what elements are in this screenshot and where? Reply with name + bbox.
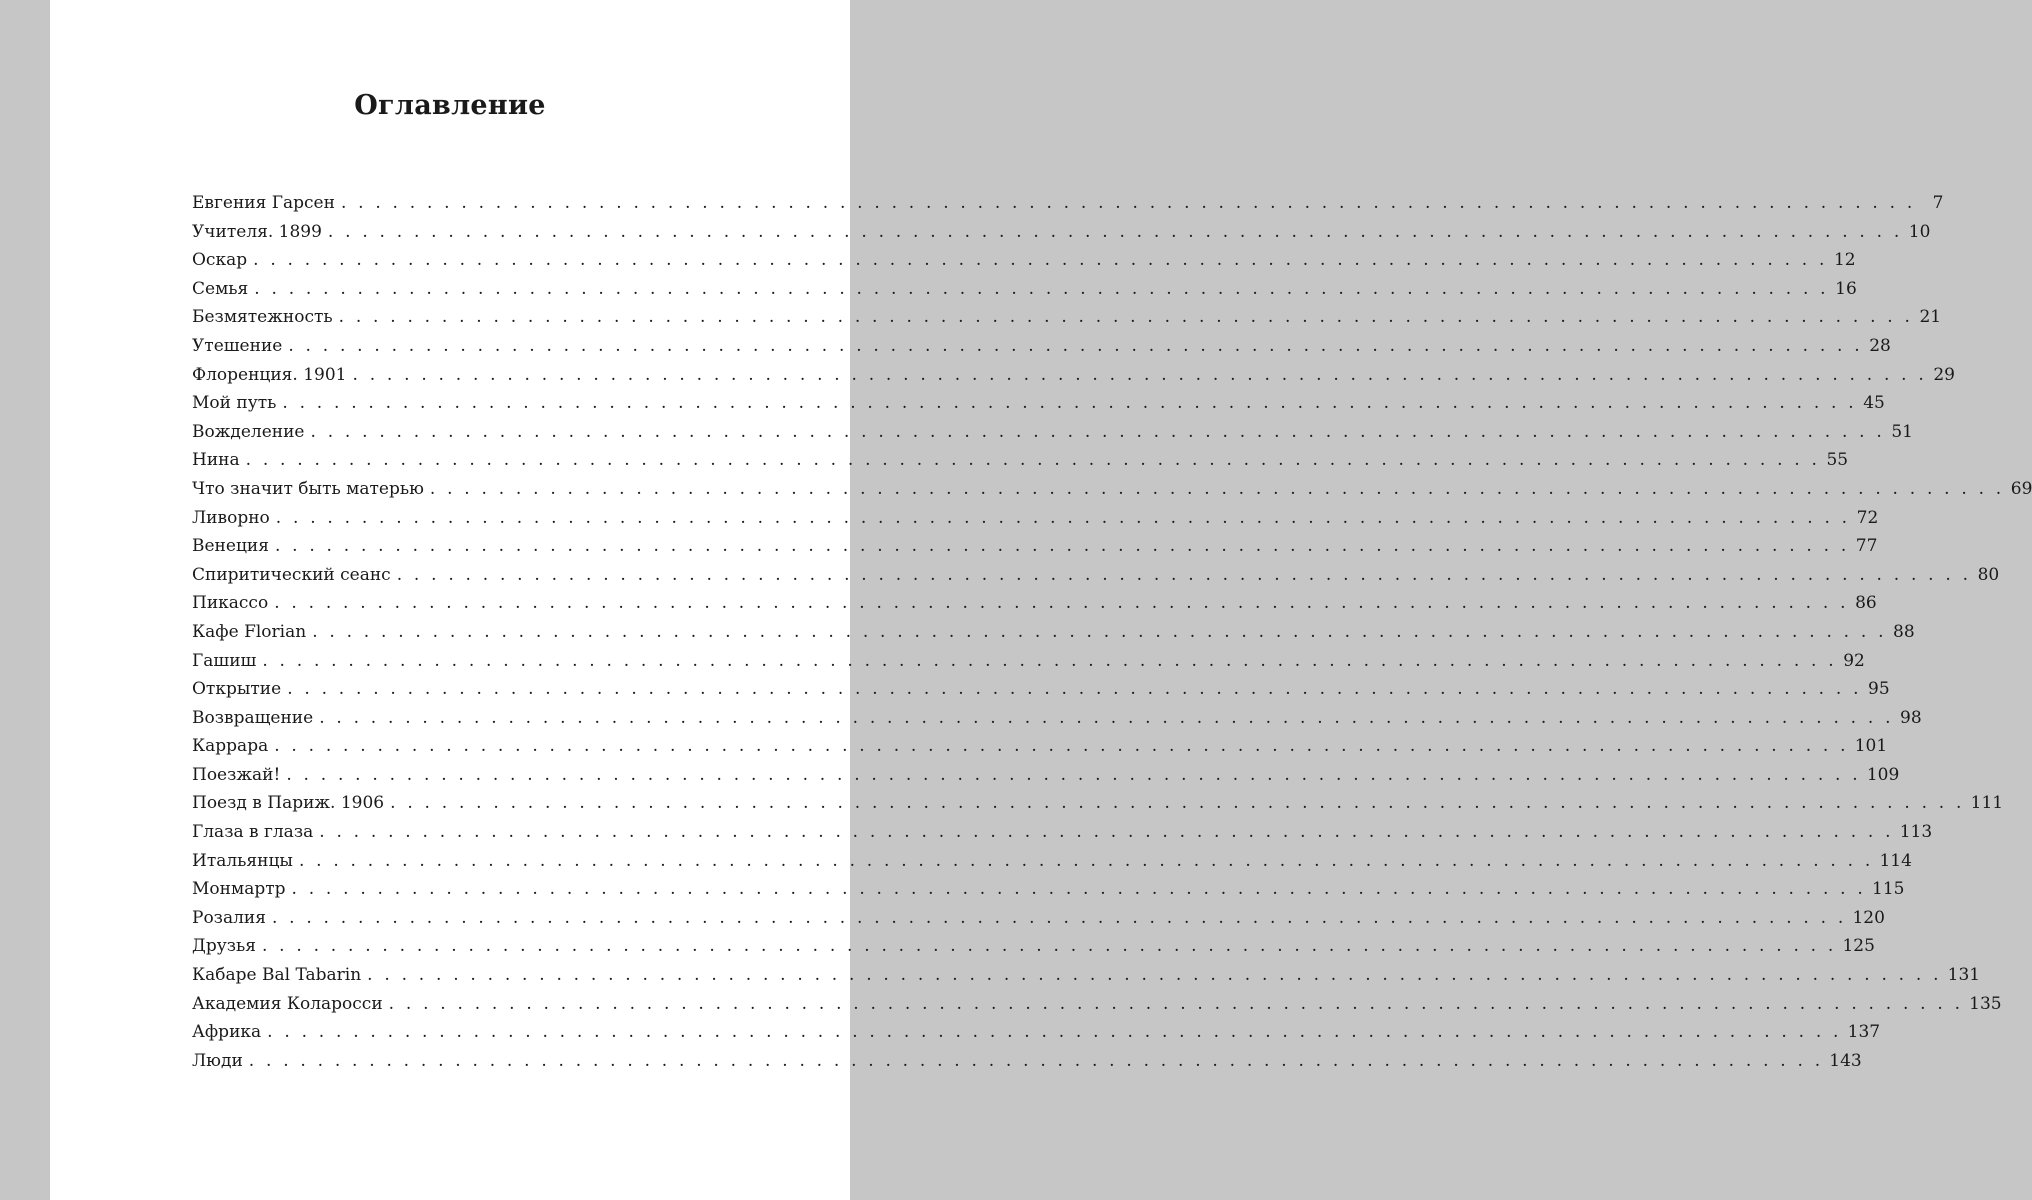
toc-entry [192, 278, 1857, 308]
toc-entry [192, 907, 1885, 937]
toc-entry-page-number: 28 [1869, 335, 1891, 356]
toc-leader-dots: . . . . . . . . . . . . . . . . . . . . . . . . . . . . . . . . . . . . . . . . . . . . . . . . . . . . . . . . . . . . . . . . . . . . . . . . . . . . . . . . . . . . . . . . . . . . [388, 993, 1964, 1014]
toc-entry [192, 593, 1877, 622]
toc-entry [192, 879, 1905, 908]
toc-entry-title: Спиритический сеанс [192, 564, 391, 585]
toc-leader-dots: . . . . . . . . . . . . . . . . . . . . . . . . . . . . . . . . . . . . . . . . . . . . . . . . . . . . . . . . . . . . . . . . . . . . . . . . . . . . . . . . . . . . . . . . . . . . [274, 536, 1850, 557]
toc-entry [192, 707, 1922, 737]
toc-entry [192, 250, 1856, 279]
toc-entry-title: Розалия [192, 907, 266, 928]
toc-entry [192, 393, 1885, 422]
toc-entry-page-number: 120 [1852, 907, 1885, 928]
toc-leader-dots: . . . . . . . . . . . . . . . . . . . . . . . . . . . . . . . . . . . . . . . . . . . . . . . . . . . . . . . . . . . . . . . . . . . . . . . . . . . . . . . . . . . . . . . . . . . . [287, 679, 1862, 700]
toc-entry-page-number: 114 [1879, 850, 1912, 871]
toc-entry [192, 621, 1915, 651]
toc-entry-title: Ливорно [192, 507, 270, 528]
toc-entry-page-number: 21 [1919, 307, 1942, 328]
toc-entry-title: Поезжай! [192, 764, 281, 785]
toc-leader-dots: . . . . . . . . . . . . . . . . . . . . . . . . . . . . . . . . . . . . . . . . . . . . . . . . . . . . . . . . . . . . . . . . . . . . . . . . . . . . . . . . . . . . . . . . . . . . [396, 564, 1972, 585]
toc-entry-title: Гашиш [192, 650, 257, 671]
toc-entry-page-number: 77 [1855, 536, 1878, 557]
toc-entry [192, 307, 1942, 336]
toc-entry-title: Мой путь [192, 393, 277, 414]
toc-entry-title: Монмартр [192, 879, 286, 900]
toc-entry-title: Семья [192, 278, 249, 299]
toc-leader-dots: . . . . . . . . . . . . . . . . . . . . . . . . . . . . . . . . . . . . . . . . . . . . . . . . . . . . . . . . . . . . . . . . . . . . . . . . . . . . . . . . . . . . . . . . . . . . [429, 478, 2005, 499]
toc-leader-dots: . . . . . . . . . . . . . . . . . . . . . . . . . . . . . . . . . . . . . . . . . . . . . . . . . . . . . . . . . . . . . . . . . . . . . . . . . . . . . . . . . . . . . . . . . . . . [245, 450, 1821, 471]
toc-leader-dots: . . . . . . . . . . . . . . . . . . . . . . . . . . . . . . . . . . . . . . . . . . . . . . . . . . . . . . . . . . . . . . . . . . . . . . . . . . . . . . . . . . . . . . . . . . . . [327, 221, 1903, 242]
toc-entry-title: Каррара [192, 736, 269, 757]
toc-entry-title: Глаза в глаза [192, 822, 314, 843]
toc-entry [192, 335, 1891, 365]
toc-leader-dots: . . . . . . . . . . . . . . . . . . . . . . . . . . . . . . . . . . . . . . . . . . . . . . . . . . . . . . . . . . . . . . . . . . . . . . . . . . . . . . . . . . . . . . . . . . . . [248, 1050, 1824, 1071]
toc-entry-title: Поезд в Париж. 1906 [192, 793, 385, 814]
toc-entry-page-number: 131 [1947, 965, 1981, 986]
toc-entry-page-number: 10 [1908, 221, 1931, 242]
toc-entry [192, 965, 1981, 994]
toc-entry [192, 793, 2004, 822]
toc-entry-page-number: 109 [1866, 764, 1900, 785]
toc-leader-dots: . . . . . . . . . . . . . . . . . . . . . . . . . . . . . . . . . . . . . . . . . . . . . . . . . . . . . . . . . . . . . . . . . . . . . . . . . . . . . . . . . . . . . . . . . . . . [390, 793, 1965, 814]
toc-entry-page-number: 137 [1847, 1022, 1881, 1043]
toc-leader-dots: . . . . . . . . . . . . . . . . . . . . . . . . . . . . . . . . . . . . . . . . . . . . . . . . . . . . . . . . . . . . . . . . . . . . . . . . . . . . . . . . . . . . . . . . . . . . [286, 764, 1861, 785]
toc-entry-page-number: 95 [1868, 679, 1890, 700]
toc-entry-page-number: 135 [1969, 993, 2002, 1014]
toc-entry-page-number: 111 [1970, 793, 2004, 814]
toc-entry-title: Пикассо [192, 593, 269, 614]
toc-entry [192, 736, 1888, 765]
toc-entry [192, 650, 1865, 680]
toc-leader-dots: . . . . . . . . . . . . . . . . . . . . . . . . . . . . . . . . . . . . . . . . . . . . . . . . . . . . . . . . . . . . . . . . . . . . . . . . . . . . . . . . . . . . . . . . . . . . [310, 421, 1885, 442]
toc-entry-title: Безмятежность [192, 307, 333, 328]
toc-entry [192, 221, 1931, 251]
toc-entry [192, 822, 1933, 851]
toc-entry [192, 478, 2032, 508]
table-of-contents [192, 193, 2032, 1079]
toc-leader-dots: . . . . . . . . . . . . . . . . . . . . . . . . . . . . . . . . . . . . . . . . . . . . . . . . . . . . . . . . . . . . . . . . . . . . . . . . . . . . . . . . . . . . . . . . . . . . [312, 621, 1887, 642]
toc-entry [192, 507, 1879, 537]
toc-entry-title: Евгения Гарсен [192, 193, 335, 213]
toc-entry-page-number: 125 [1842, 936, 1875, 957]
toc-entry [192, 1050, 1862, 1080]
toc-entry-title: Люди [192, 1050, 243, 1071]
toc-leader-dots: . . . . . . . . . . . . . . . . . . . . . . . . . . . . . . . . . . . . . . . . . . . . . . . . . . . . . . . . . . . . . . . . . . . . . . . . . . . . . . . . . . . . . . . . . . . . [267, 1022, 1842, 1043]
toc-entry-page-number: 7 [1932, 193, 1944, 213]
toc-leader-dots: . . . . . . . . . . . . . . . . . . . . . . . . . . . . . . . . . . . . . . . . . . . . . . . . . . . . . . . . . . . . . . . . . . . . . . . . . . . . . . . . . . . . . . . . . . . . [338, 307, 1914, 328]
toc-entry-title: Вожделение [192, 421, 305, 442]
toc-entry-page-number: 98 [1900, 707, 1922, 728]
toc-leader-dots: . . . . . . . . . . . . . . . . . . . . . . . . . . . . . . . . . . . . . . . . . . . . . . . . . . . . . . . . . . . . . . . . . . . . . . . . . . . . . . . . . . . . . . . . . . . . [352, 364, 1927, 385]
toc-entry [192, 1022, 1881, 1051]
toc-entry-title: Что значит быть матерью [192, 478, 424, 499]
toc-entry-page-number: 92 [1843, 650, 1865, 671]
toc-entry-page-number: 72 [1856, 507, 1879, 528]
toc-leader-dots: . . . . . . . . . . . . . . . . . . . . . . . . . . . . . . . . . . . . . . . . . . . . . . . . . . . . . . . . . . . . . . . . . . . . . . . . . . . . . . . . . . . . . . . . . . . . [288, 335, 1863, 356]
toc-entry [192, 564, 2000, 594]
toc-entry-page-number: 51 [1891, 421, 1913, 442]
toc-entry [192, 421, 1913, 451]
toc-entry-title: Кафе Florian [192, 621, 307, 642]
toc-leader-dots: . . . . . . . . . . . . . . . . . . . . . . . . . . . . . . . . . . . . . . . . . . . . . . . . . . . . . . . . . . . . . . . . . . . . . . . . . . . . . . . . . . . . . . . . . . . . [261, 936, 1837, 957]
toc-leader-dots: . . . . . . . . . . . . . . . . . . . . . . . . . . . . . . . . . . . . . . . . . . . . . . . . . . . . . . . . . . . . . . . . . . . . . . . . . . . . . . . . . . . . . . . . . . . . [291, 879, 1866, 900]
toc-entry-title: Открытие [192, 679, 282, 700]
toc-leader-dots: . . . . . . . . . . . . . . . . . . . . . . . . . . . . . . . . . . . . . . . . . . . . . . . . . . . . . . . . . . . . . . . . . . . . . . . . . . . . . . . . . . . . . . . . . . . . [254, 278, 1829, 299]
toc-entry [192, 936, 1875, 965]
toc-entry [192, 679, 1890, 708]
toc-leader-dots: . . . . . . . . . . . . . . . . . . . . . . . . . . . . . . . . . . . . . . . . . . . . . . . . . . . . . . . . . . . . . . . . . . . . . . . . . . . . . . . . . . . . . . . . . . . . [282, 393, 1857, 414]
toc-leader-dots: . . . . . . . . . . . . . . . . . . . . . . . . . . . . . . . . . . . . . . . . . . . . . . . . . . . . . . . . . . . . . . . . . . . . . . . . . . . . . . . . . . . . . . . . . . . . [274, 736, 1849, 757]
toc-entry-title: Нина [192, 450, 240, 471]
toc-entry [192, 193, 1944, 222]
toc-entry-page-number: 12 [1833, 250, 1856, 271]
toc-entry-page-number: 86 [1855, 593, 1877, 614]
toc-leader-dots: . . . . . . . . . . . . . . . . . . . . . . . . . . . . . . . . . . . . . . . . . . . . . . . . . . . . . . . . . . . . . . . . . . . . . . . . . . . . . . . . . . . . . . . . . . . . [253, 250, 1828, 271]
toc-entry-title: Флоренция. 1901 [192, 364, 347, 385]
toc-leader-dots: . . . . . . . . . . . . . . . . . . . . . . . . . . . . . . . . . . . . . . . . . . . . . . . . . . . . . . . . . . . . . . . . . . . . . . . . . . . . . . . . . . . . . . . . . . . . [262, 650, 1837, 671]
toc-entry-page-number: 45 [1863, 393, 1885, 414]
toc-entry-title: Итальянцы [192, 850, 293, 871]
toc-entry [192, 450, 1849, 479]
toc-leader-dots: . . . . . . . . . . . . . . . . . . . . . . . . . . . . . . . . . . . . . . . . . . . . . . . . . . . . . . . . . . . . . . . . . . . . . . . . . . . . . . . . . . . . . . . . . . . . [319, 707, 1894, 728]
toc-entry-title: Утешение [192, 335, 283, 356]
toc-entry-title: Венеция [192, 536, 269, 557]
toc-leader-dots: . . . . . . . . . . . . . . . . . . . . . . . . . . . . . . . . . . . . . . . . . . . . . . . . . . . . . . . . . . . . . . . . . . . . . . . . . . . . . . . . . . . . . . . . . . . . [319, 822, 1894, 843]
toc-leader-dots: . . . . . . . . . . . . . . . . . . . . . . . . . . . . . . . . . . . . . . . . . . . . . . . . . . . . . . . . . . . . . . . . . . . . . . . . . . . . . . . . . . . . . . . . . . . . [340, 193, 1916, 213]
toc-entry-page-number: 80 [1977, 564, 2000, 585]
toc-entry-page-number: 69 [2010, 478, 2032, 499]
toc-entry-title: Кабаре Bal Tabarin [192, 965, 362, 986]
toc-entry [192, 764, 1900, 794]
toc-leader-dots: . . . . . . . . . . . . . . . . . . . . . . . . . . . . . . . . . . . . . . . . . . . . . . . . . . . . . . . . . . . . . . . . . . . . . . . . . . . . . . . . . . . . . . . . . . . . [275, 507, 1851, 528]
toc-entry-page-number: 143 [1829, 1050, 1862, 1071]
toc-entry [192, 993, 2002, 1023]
toc-entry-title: Возвращение [192, 707, 314, 728]
toc-leader-dots: . . . . . . . . . . . . . . . . . . . . . . . . . . . . . . . . . . . . . . . . . . . . . . . . . . . . . . . . . . . . . . . . . . . . . . . . . . . . . . . . . . . . . . . . . . . . [367, 965, 1942, 986]
page-title: Оглавление [354, 90, 546, 121]
toc-entry-page-number: 29 [1933, 364, 1955, 385]
toc-entry-page-number: 115 [1872, 879, 1905, 900]
toc-entry [192, 364, 1955, 394]
toc-entry [192, 850, 1912, 880]
toc-entry [192, 536, 1878, 565]
toc-leader-dots: . . . . . . . . . . . . . . . . . . . . . . . . . . . . . . . . . . . . . . . . . . . . . . . . . . . . . . . . . . . . . . . . . . . . . . . . . . . . . . . . . . . . . . . . . . . . [271, 907, 1847, 928]
toc-entry-title: Учителя. 1899 [192, 221, 322, 242]
toc-entry-page-number: 88 [1893, 621, 1915, 642]
toc-entry-title: Оскар [192, 250, 248, 271]
toc-entry-page-number: 101 [1854, 736, 1888, 757]
toc-leader-dots: . . . . . . . . . . . . . . . . . . . . . . . . . . . . . . . . . . . . . . . . . . . . . . . . . . . . . . . . . . . . . . . . . . . . . . . . . . . . . . . . . . . . . . . . . . . . [274, 593, 1849, 614]
toc-entry-page-number: 113 [1899, 822, 1933, 843]
toc-entry-title: Друзья [192, 936, 256, 957]
toc-entry-page-number: 16 [1835, 278, 1857, 299]
toc-entry-title: Африка [192, 1022, 262, 1043]
book-page [50, 0, 2032, 1200]
toc-leader-dots: . . . . . . . . . . . . . . . . . . . . . . . . . . . . . . . . . . . . . . . . . . . . . . . . . . . . . . . . . . . . . . . . . . . . . . . . . . . . . . . . . . . . . . . . . . . . [298, 850, 1874, 871]
toc-entry-title: Академия Коларосси [192, 993, 383, 1014]
toc-entry-page-number: 55 [1826, 450, 1849, 471]
